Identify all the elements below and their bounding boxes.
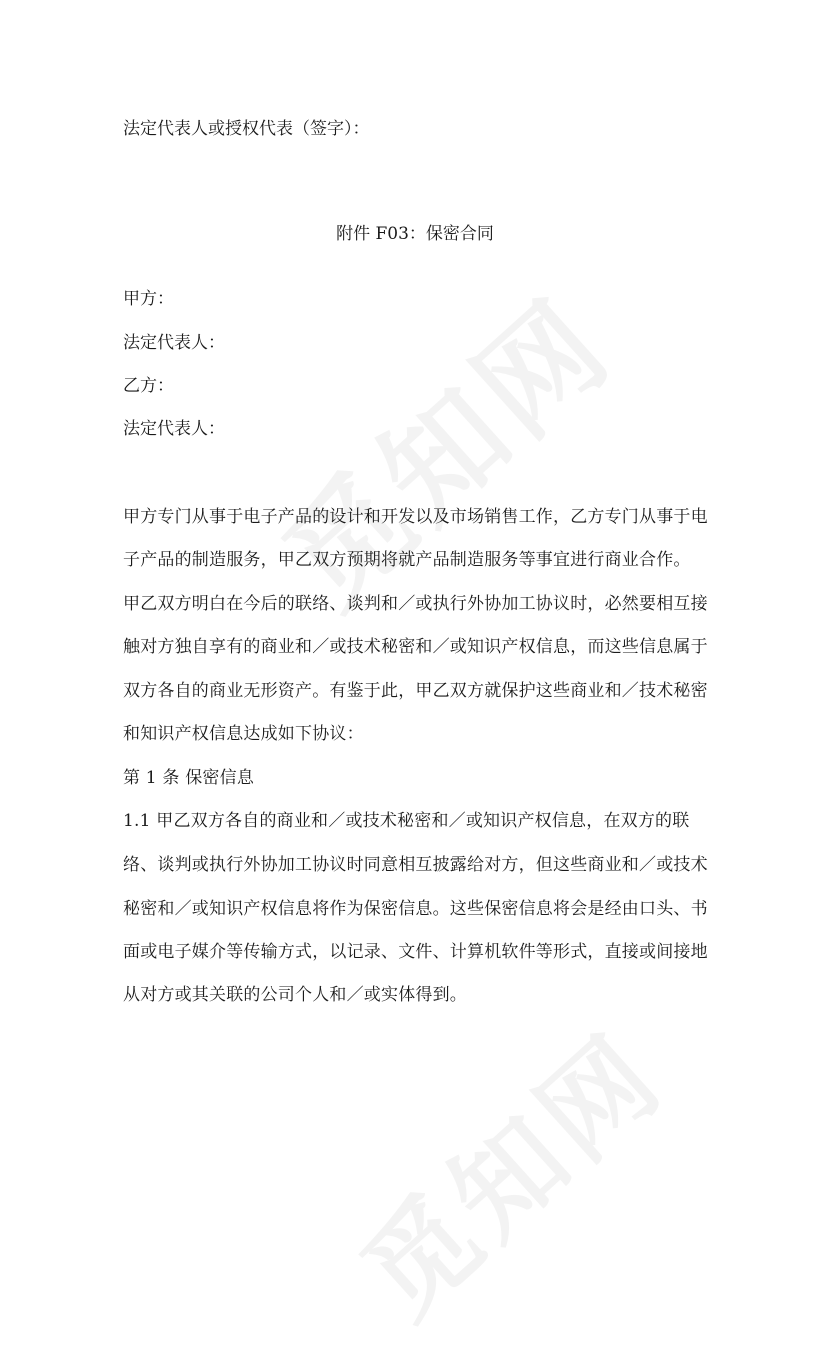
signature-line: 法定代表人或授权代表（签字）： bbox=[123, 119, 370, 139]
article-line: 1.1 甲乙双方各自的商业和／或技术秘密和／或知识产权信息，在双方的联 bbox=[123, 811, 690, 831]
watermark-bottom bbox=[323, 992, 692, 1346]
article-line: 络、谈判或执行外协加工协议时同意相互披露给对方，但这些商业和／或技术 bbox=[123, 855, 708, 875]
intro-line: 双方各自的商业无形资产。有鉴于此，甲乙双方就保护这些商业和／技术秘密 bbox=[123, 681, 708, 701]
party-a-label: 甲方： bbox=[123, 289, 174, 309]
party-b-representative-label: 法定代表人： bbox=[123, 419, 225, 439]
intro-line: 甲乙双方明白在今后的联络、谈判和／或执行外协加工协议时，必然要相互接 bbox=[123, 594, 708, 614]
article-line: 从对方或其关联的公司个人和／或实体得到。 bbox=[123, 985, 467, 1005]
watermark bbox=[242, 254, 642, 639]
page-title: 附件 F03：保密合同 bbox=[336, 224, 494, 244]
article-line: 秘密和／或知识产权信息将作为保密信息。这些保密信息将会是经由口头、书 bbox=[123, 899, 708, 919]
intro-line: 和知识产权信息达成如下协议： bbox=[123, 724, 364, 744]
intro-line: 子产品的制造服务，甲乙双方预期将就产品制造服务等事宜进行商业合作。 bbox=[123, 550, 691, 570]
intro-line: 甲方专门从事于电子产品的设计和开发以及市场销售工作，乙方专门从事于电 bbox=[123, 507, 708, 527]
article-heading: 第 1 条 保密信息 bbox=[123, 768, 255, 788]
party-a-representative-label: 法定代表人： bbox=[123, 333, 225, 353]
intro-line: 触对方独自享有的商业和／或技术秘密和／或知识产权信息，而这些信息属于 bbox=[123, 637, 708, 657]
party-b-label: 乙方： bbox=[123, 376, 174, 396]
article-line: 面或电子媒介等传输方式，以记录、文件、计算机软件等形式，直接或间接地 bbox=[123, 942, 708, 962]
